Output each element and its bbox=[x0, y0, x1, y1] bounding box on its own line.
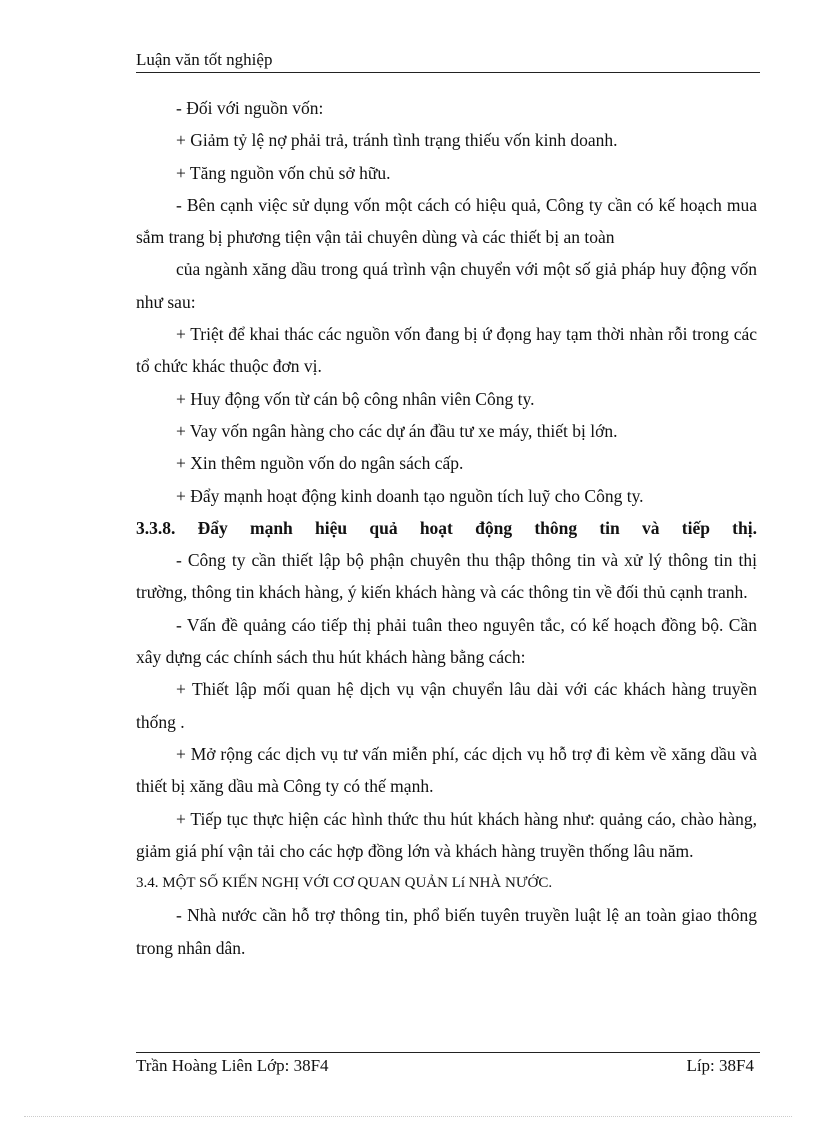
page-edge-dotted-line bbox=[24, 1116, 792, 1117]
paragraph-information-unit: - Công ty cần thiết lập bộ phận chuyên thu thập thông tin và xử lý thông tin thị trường, thông tin khách hàng, ý kiến khách hàng và các thông tin về đối thủ cạnh tranh. bbox=[136, 550, 757, 603]
footer-divider bbox=[136, 1052, 760, 1053]
footer-author-class: Trần Hoàng Liên Lớp: 38F4 bbox=[136, 1056, 329, 1075]
section-heading-3-3-8: 3.3.8. Đẩy mạnh hiệu quả hoạt động thông tin và tiếp thị. bbox=[136, 517, 757, 538]
footer-class: Líp: 38F4 bbox=[686, 1056, 754, 1075]
paragraph-idle-capital: + Triệt để khai thác các nguồn vốn đang bị ứ đọng hay tạm thời nhàn rỗi trong các tổ chức khác thuộc đơn vị. bbox=[136, 324, 757, 377]
paragraph-vehicle-procurement: - Bên cạnh việc sử dụng vốn một cách có hiệu quả, Công ty cần có kế hoạch mua sắm trang bị phương tiện vận tải chuyên dùng và các thiết bị an toàn bbox=[136, 194, 757, 248]
paragraph-state-support: - Nhà nước cần hỗ trợ thông tin, phổ biến tuyên truyền luật lệ an toàn giao thông trong nhân dân. bbox=[136, 905, 757, 958]
paragraph-reduce-debt: + Giảm tỷ lệ nợ phải trả, tránh tình trạng thiếu vốn kinh doanh. bbox=[176, 130, 618, 151]
paragraph-advertising: - Vấn đề quảng cáo tiếp thị phải tuân theo nguyên tắc, có kế hoạch đồng bộ. Cần xây dựng các chính sách thu hút khách hàng bằng cách: bbox=[136, 614, 757, 668]
paragraph-staff-capital: + Huy động vốn từ cán bộ công nhân viên Công ty. bbox=[176, 388, 535, 409]
page-header-title: Luận văn tốt nghiệp bbox=[136, 50, 273, 69]
section-heading-3-4: 3.4. MỘT SỐ KIẾN NGHỊ VỚI CƠ QUAN QUẢN Lí NHÀ NƯỚC. bbox=[136, 875, 553, 892]
paragraph-customer-attraction: + Tiếp tục thực hiện các hình thức thu hút khách hàng như: quảng cáo, chào hàng, giảm giá phí vận tải cho các hợp đồng lớn và khách hàng truyền thống lâu năm. bbox=[136, 808, 757, 861]
document-body bbox=[136, 92, 757, 964]
paragraph-capital-sources: - Đối với nguồn vốn: bbox=[176, 98, 324, 118]
paragraph-increase-equity: + Tăng nguồn vốn chủ sở hữu. bbox=[176, 162, 391, 183]
paragraph-fuel-industry-funding: của ngành xăng dầu trong quá trình vận chuyển với một số giả pháp huy động vốn như sau: bbox=[136, 259, 757, 312]
paragraph-bank-loans: + Vay vốn ngân hàng cho các dự án đầu tư xe máy, thiết bị lớn. bbox=[176, 420, 618, 441]
paragraph-free-consulting: + Mở rộng các dịch vụ tư vấn miễn phí, các dịch vụ hỗ trợ đi kèm về xăng dầu và thiết bị xăng dầu mà Công ty có thế mạnh. bbox=[136, 743, 757, 797]
header-divider bbox=[136, 72, 760, 73]
paragraph-budget-funding: + Xin thêm nguồn vốn do ngân sách cấp. bbox=[176, 453, 464, 474]
paragraph-long-term-relations: + Thiết lập mối quan hệ dịch vụ vận chuyển lâu dài với các khách hàng truyền thống . bbox=[136, 679, 757, 732]
paragraph-accumulation: + Đẩy mạnh hoạt động kinh doanh tạo nguồn tích luỹ cho Công ty. bbox=[176, 485, 644, 506]
